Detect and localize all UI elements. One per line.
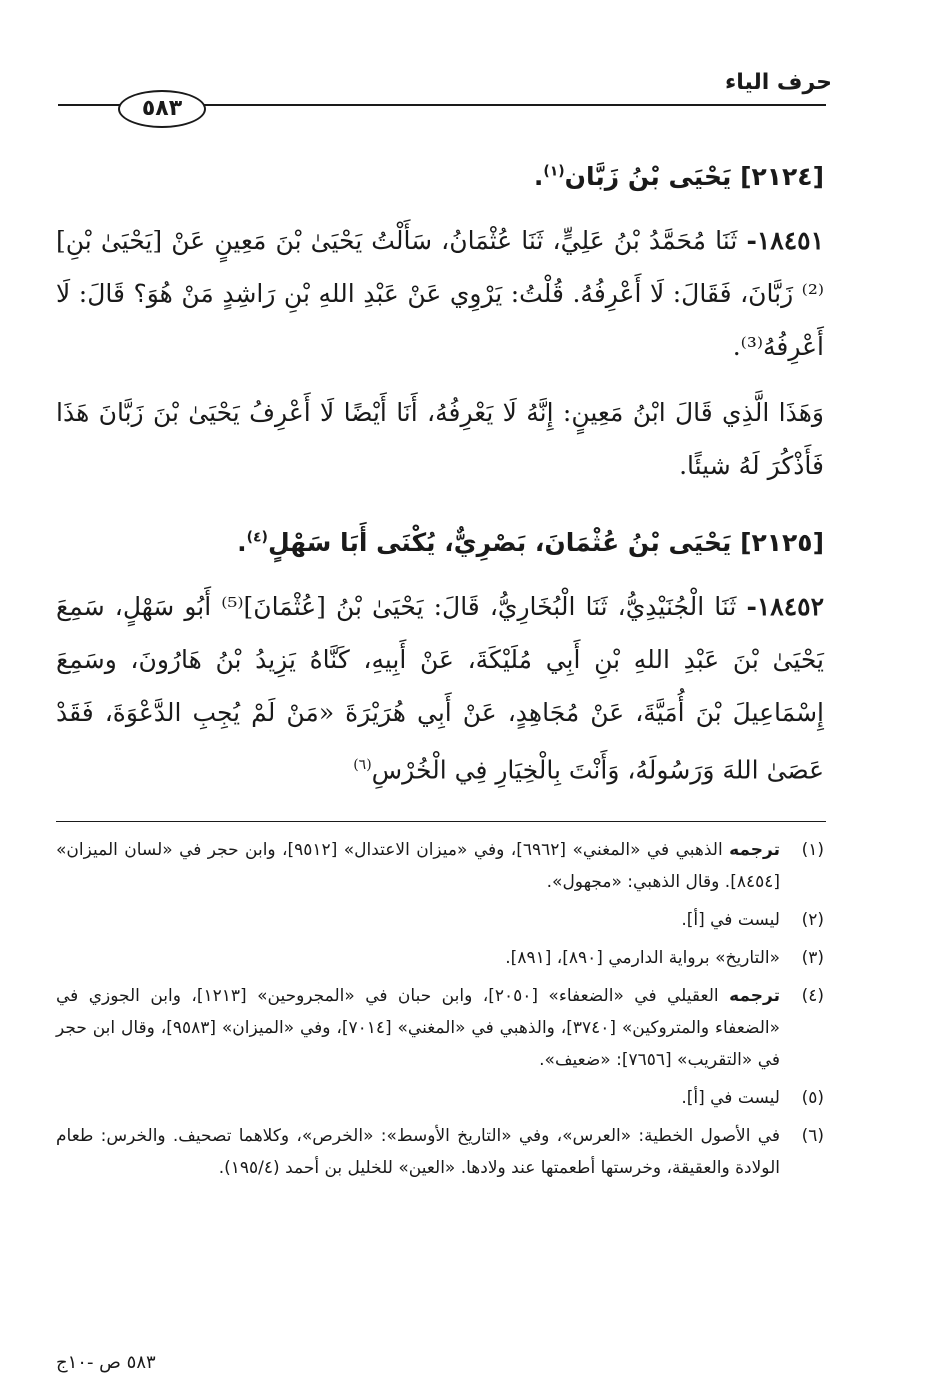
footnote-number: (٦) <box>801 1126 824 1146</box>
footnote-lead: ترجمه <box>729 986 780 1006</box>
heading-end: . <box>533 162 544 191</box>
footnote-5 <box>56 1082 824 1114</box>
footnote-ref: (٦) <box>353 757 372 773</box>
hadith-18451 <box>56 214 824 373</box>
footnote-3 <box>56 942 824 974</box>
footnote-text: ليست في [أ]. <box>681 1088 780 1108</box>
footnote-6 <box>56 1120 824 1184</box>
footnote-number: (٥) <box>801 1088 824 1108</box>
hadith-paragraph <box>56 214 824 373</box>
footnote-text: الذهبي في «المغني» [٦٩٦٢]، وفي «ميزان الاعتدال» [٩٥١٢]، وابن حجر في «لسان الميزان» [٨٤٥٤]. وقال الذهبي: «مجهول». <box>56 840 780 892</box>
hadith-number: ١٨٤٥٢- <box>746 592 824 621</box>
bottom-signature: ٥٨٣ ص -١٠ج <box>56 1352 156 1373</box>
commentary-paragraph: وَهَذَا الَّذِي قَالَ ابْنُ مَعِينٍ: إِنَّهُ لَا يَعْرِفُهُ، أَنَا أَيْضًا لَا أَعْرِفُ يَحْيَىٰ بْنَ زَبَّانَ هَذَا فَأَذْكُرَ لَهُ شيئًا. <box>56 398 824 480</box>
hadith-text: ثَنَا مُحَمَّدُ بْنُ عَلِيٍّ، ثَنَا عُثْمَانُ، سَأَلْتُ يَحْيَىٰ بْنَ مَعِينٍ عَنْ [يَحْيَىٰ بْنِ]⁽²⁾ زَبَّانَ، فَقَالَ: لَا أَعْرِفُهُ. قُلْتُ: يَرْوِي عَنْ عَبْدِ اللهِ بْنِ رَاشِدٍ مَنْ هُوَ؟ قَالَ: لَا أَعْرِفُهُ⁽³⁾. <box>56 226 824 361</box>
hadith-18452 <box>56 580 824 796</box>
footnote-number: (١) <box>801 840 824 860</box>
footnote-2 <box>56 904 824 936</box>
footnote-text: ليست في [أ]. <box>681 910 780 930</box>
footnote-number: (٣) <box>801 948 824 968</box>
footnote-1 <box>56 834 824 898</box>
footnotes <box>56 834 824 1190</box>
running-head: حرف الياء <box>724 70 832 95</box>
heading-end: . <box>237 528 247 557</box>
entry-heading-text: [٢١٢٤] يَحْيَى بْنُ زَبَّان <box>564 162 824 191</box>
footnote-text: العقيلي في «الضعفاء» [٢٠٥٠]، وابن حبان في «المجروحين» [١٢١٣]، وابن الجوزي في «الضعفاء والمتروكين» [٣٧٤٠]، والذهبي في «المغني» [٧٠١٤]، وفي «الميزان» [٩٥٨٣]، وقال ابن حجر في «التقريب» [٧٦٥٦]: «ضعيف». <box>56 986 780 1070</box>
footnote-number: (٢) <box>801 910 824 930</box>
footnote-lead: ترجمه <box>729 840 780 860</box>
entry-2125 <box>56 528 824 557</box>
commentary-2124 <box>56 386 824 492</box>
entry-heading-text: [٢١٢٥] يَحْيَى بْنُ عُثْمَانَ، بَصْرِيٌّ، يُكْنَى أَبَا سَهْلٍ <box>267 528 824 557</box>
hadith-number: ١٨٤٥١- <box>746 226 824 255</box>
footnote-ref: (٤) <box>246 529 268 546</box>
footnote-ref: (١) <box>543 163 565 180</box>
hadith-text: ثَنَا الْجُنَيْدِيُّ، ثَنَا الْبُخَارِيُّ، قَالَ: يَحْيَىٰ بْنُ [عُثْمَانَ]⁽⁵⁾ أَبُو سَهْلٍ، سَمِعَ يَحْيَىٰ بْنَ عَبْدِ اللهِ بْنِ أَبِي مُلَيْكَةَ، عَنْ أَبِيهِ، كَنَّاهُ يَزِيدُ بْنُ هَارُونَ، وسَمِعَ إِسْمَاعِيلَ بْنَ أُمَيَّةَ، عَنْ مُجَاهِدٍ، عَنْ أَبِي هُرَيْرَةَ «مَنْ لَمْ يُجِبِ الدَّعْوَةَ، فَقَدْ عَصَىٰ اللهَ وَرَسُولَهُ، وَأَنْتَ بِالْخِيَارِ فِي الْخُرْسِ <box>56 592 824 785</box>
hadith-paragraph <box>56 580 824 796</box>
entry-heading <box>56 528 824 557</box>
footnote-number: (٤) <box>801 986 824 1006</box>
footnote-rule <box>56 821 826 822</box>
page-number: ٥٨٣ <box>118 90 206 128</box>
entry-heading <box>56 162 824 191</box>
entry-2124 <box>56 162 824 191</box>
footnote-text: «التاريخ» برواية الدارمي [٨٩٠]، [٨٩١]. <box>505 948 780 968</box>
footnote-4 <box>56 980 824 1076</box>
footnote-text: في الأصول الخطية: «العرس»، وفي «التاريخ الأوسط»: «الخرص»، وكلاهما تصحيف. والخرس: طعام الولادة والعقيقة، وخرستها أطعمتها عند ولادها. «العين» للخليل بن أحمد (١٩٥/٤). <box>56 1126 780 1178</box>
